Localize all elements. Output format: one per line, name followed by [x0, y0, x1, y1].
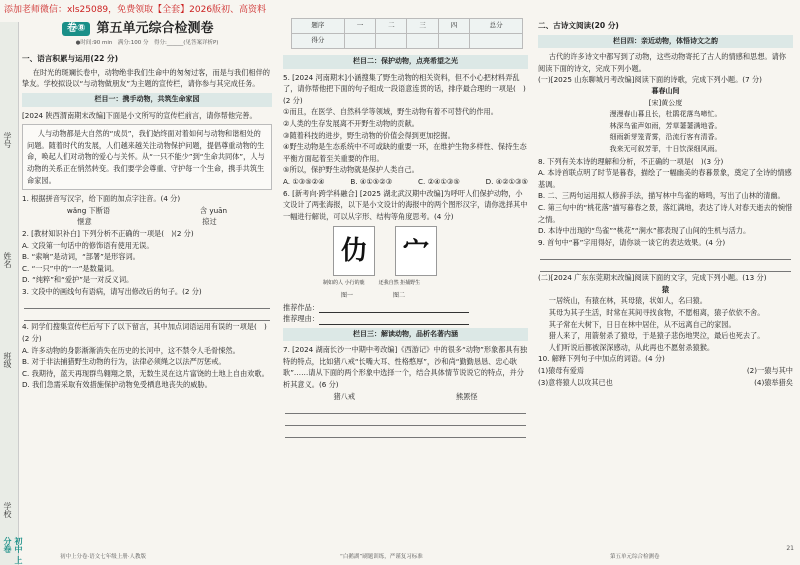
poem-line: 细雨新芽笼青雾，沿流行客有清香。 [609, 133, 722, 142]
poem-line: 林深鸟雀声如雨，芳草萋萋满地香。 [609, 121, 722, 130]
q7-choice-1[interactable]: 猪八戒 [333, 391, 356, 401]
title-text: 第五单元综合检测卷 [96, 21, 214, 36]
q5-item-1: ①而且，在医学、自然科学等领域，野生动物有着不可替代的作用。 [283, 107, 498, 117]
poster-label-1: 制如的人 小行的鹿 [323, 280, 365, 287]
q10-item-2: (2)一猿与其中 [746, 366, 793, 376]
column-left [22, 18, 272, 391]
poster-image-2 [395, 226, 437, 276]
poem-author: [宋]黄公度 [648, 98, 683, 107]
poster-image-1 [333, 226, 375, 276]
sidebar-label-class: 班级 [3, 352, 12, 368]
q2-opt-c: C. “一只”中的“一”是数量词。 [22, 263, 119, 273]
q3: 3. 文段中的画线句有语病，请写出修改后的句子。(2 分) [22, 286, 202, 296]
answer-line[interactable] [285, 426, 526, 438]
q10-row-1 [538, 365, 793, 377]
recommend-reason [283, 313, 528, 325]
q5-opt-d: D. ④②①③⑤ [485, 176, 528, 186]
q5-options [283, 176, 528, 188]
passage-text: 人与动物都是大自然的“成员”，我们始终面对着如何与动物和谐相处的问题。随着时代的发展，人们越来越关注动物保护问题，提倡尊重动物的生命，唤起人们对动物的爱心与关怀。从“一只不能少”到“生命共同体”，人与动物的关系正在悄然转变。我们要学会尊重、守护每一个生命，携手共筑生命家园。 [27, 129, 265, 185]
q8-opt-a: A. 本诗首联点明了时节是暮春，描绘了一幅幽美的春暮景象，奠定了全诗的情感基调。 [538, 168, 792, 189]
q1-item-3: 惬意 [77, 217, 92, 227]
q4-opt-a: A. 许多动物的身影渐渐消失在历史的长河中，这不禁令人毛骨悚然。 [22, 345, 240, 355]
poster-caption-2: 图二 [393, 291, 406, 299]
sub2: (二)[2024 广东东莞期末改编]阅读下面的文字，完成下列小题。(13 分) [538, 273, 767, 283]
text-line: 人们听说后都被深深感动，从此再也不愿射杀猿猴。 [548, 342, 715, 352]
poem-line: 漫漫春山暮且长，杜鹃花落鸟啼忙。 [609, 110, 722, 119]
score-header: 总分 [470, 19, 523, 34]
q4: 4. 同学们搜集宣传栏后写下了以下留言，其中加点词语运用有误的一项是( )(2 分) [22, 322, 267, 344]
band-4: 栏目四：亲近动物，体悟诗文之韵 [538, 35, 793, 49]
q1-row-2 [22, 216, 272, 228]
score-cell[interactable] [344, 34, 375, 49]
q5-item-2: ②人类的生存发展离不开野生动物的贡献。 [283, 118, 419, 128]
q5-item-5: ⑤所以，保护野生动物就是保护人类自己。 [283, 165, 419, 175]
q7: 7. [2024 湖南长沙一中期中考改编]《西游记》中的很多“动物”形象都具有独特的特点，比如猪八戒“长嘴大耳、性格憨厚”，沙和尚“勤勤恳恳、忠心耿耿”……请从下面的两个形象中选择一个，结合具体情节说说它的特点，并分析其意义。(6 分) [283, 345, 528, 390]
answer-line[interactable] [285, 402, 526, 414]
poem-line: 我来无可叙芳菲，十日饮深细风雨。 [609, 144, 722, 153]
q4-opt-d: D. 我们急需采取有效措施保护动物免受栖息地丧失的威胁。 [22, 380, 212, 390]
q10-item-3: (3)意将猿人以攻其已也 [538, 377, 613, 387]
recommend-reason-blank[interactable] [319, 316, 469, 325]
band-3: 栏目三：解读动物，品析名著内涵 [283, 328, 528, 342]
section-1-intro: 在时光的斑斓长卷中，动物绝非我们生命中的匆匆过客，而是与我们相伴的挚友。学校拟设以“与动物做朋友”为主题的宣传栏，请你参与其完成任务。 [22, 67, 270, 89]
column-middle [283, 18, 528, 438]
q5-opt-b: B. ④①⑤②③ [350, 176, 393, 186]
q8-opt-b: B. 二、三两句运用拟人修辞手法，描写林中鸟雀的啼鸣，写出了山林的清幽。 [538, 191, 785, 201]
q5-opt-a: A. ①③⑤②④ [283, 176, 325, 186]
score-table [291, 18, 523, 49]
passage-box [22, 124, 272, 190]
score-cell[interactable] [470, 34, 523, 49]
exam-meta: ●时间:90 min 满分:100 分 得分:______(见答案详析P) [75, 39, 219, 46]
q1: 1. 根据拼音写汉字，给下面的加点字注音。(4 分) [22, 194, 181, 204]
q5-item-4: ④野生动物是生态系统中不可或缺的重要一环，在维护生物多样性、保持生态平衡方面起着至关重要的作用。 [283, 142, 527, 163]
score-header: 题序 [292, 19, 345, 34]
q6: 6. [新考向·跨学科融合] [2025 湖北武汉期中改编]为呼吁人们保护动物，小文设计了两张海报，以下是小文设计的海报中的两个图形汉字，请你选择其中一幅进行解说，可以从字形、结构等角度思考。(4 分) [283, 188, 528, 221]
q1-item-1: wǎng 下断语 [66, 205, 111, 215]
poster-caption-1: 图一 [341, 291, 354, 299]
sidebar-label-name: 姓名 [3, 252, 12, 268]
section-2-heading: 二、古诗文阅读(20 分) [538, 21, 619, 30]
sub1: (一)[2025 山东聊城月考改编]阅读下面的诗歌，完成下列小题。(7 分) [538, 75, 762, 85]
recommend-reason-label: 推荐理由： [283, 314, 319, 324]
q8-opt-d: D. 本诗中出现的“鸟雀”“桃花”“涧水”都表现了山间的生机与活力。 [538, 226, 751, 236]
answer-line[interactable] [540, 260, 791, 272]
title-badge: 卷⑧ [62, 22, 90, 36]
footer-middle: “白鹅湖”刷题训练，严谨复习标准 [340, 554, 423, 560]
section-1-heading: 一、语言积累与运用(22 分) [22, 54, 119, 64]
q1-row-1 [22, 205, 272, 217]
answer-line[interactable] [285, 414, 526, 426]
section-2-intro: 古代的许多诗文中都写到了动物，这些动物寄托了古人的情感和思想。请你阅读下面的诗文，完成下列小题。 [538, 52, 786, 73]
poem-title: 暮春山间 [651, 86, 680, 95]
q10-item-4: (4)猿举猎矣 [754, 377, 793, 387]
poster-images [333, 226, 528, 276]
q7-choice-2[interactable]: 熊罴怪 [455, 391, 478, 401]
band-2: 栏目二：保护动物，点亮希望之光 [283, 55, 528, 69]
poster-char-2: 宀 [402, 235, 429, 266]
q8: 8. 下列有关本诗的理解和分析，不正确的一项是( )(3 分) [538, 156, 724, 166]
task-intro: [2024 陕西渭南期末改编]下面是小文所写的宣传栏前言，请你帮他完善。 [22, 110, 257, 120]
score-header: 一 [344, 19, 375, 34]
sidebar-brand: 初中 上分卷 [3, 537, 23, 564]
poster-char-1: 仂 [340, 235, 367, 266]
poster-captions [341, 290, 528, 302]
answer-line[interactable] [24, 297, 270, 309]
q4-opt-c: C. 我期待，蓝天再现群鸟翱翔之景，无数生灵在这片富饶的土地上自由欢歌。 [22, 368, 269, 378]
score-cell[interactable] [438, 34, 469, 49]
binding-sidebar [0, 22, 23, 565]
answer-line[interactable] [24, 309, 270, 321]
q9: 9. 首句中“暮”字用得好，请你谈一谈它的表达效果。(4 分) [538, 237, 726, 247]
score-cell[interactable] [407, 34, 438, 49]
text-line: 猎人来了，用箭射杀了猿母，于是猿子悲伤地哭泣，最后也死去了。 [548, 331, 765, 341]
q5-opt-c: C. ②④①③⑤ [417, 176, 460, 186]
text-line: 一居统山，有猿在林，其母猿，状如人，名曰猿。 [548, 296, 707, 306]
text-line: 其子常在大树下，日日在林中居住，从不远离自己的家园。 [548, 319, 736, 329]
score-row-label: 得分 [292, 34, 345, 49]
q2-opt-a: A. 文段第一句话中的修饰语有使用无误。 [22, 240, 154, 250]
band-1: 栏目一：携手动物，共筑生命家园 [22, 93, 272, 107]
q1-item-4: 掠过 [202, 217, 217, 227]
poster-labels [323, 278, 528, 290]
score-header: 二 [376, 19, 407, 34]
recommend-work-label: 推荐作品： [283, 302, 319, 312]
header-note: 添加老师微信：xls25089，免费领取【全套】2026版初、高资料 [4, 5, 267, 15]
sub2-title: 猿 [661, 284, 670, 294]
q5: 5. [2024 河南期末]小涵搜集了野生动物的相关资料，但不小心把材料弄乱了，请你帮他把下面的句子组成一段语意连贯的话，排序最合理的一项是( )(2 分) [283, 72, 526, 105]
q4-opt-b: B. 对于非法捕猎野生动物的行为，法律必须绳之以法严厉惩戒。 [22, 357, 226, 367]
poster-label-2: 还我自然 拒捕野生 [378, 280, 421, 287]
footer-right: 第五单元综合检测卷 [610, 554, 660, 560]
q10-item-1: (1)猿母有爱焉 [538, 366, 585, 376]
q7-choices [283, 391, 528, 403]
q2-opt-d: D. “纯粹”和“爱护”是一对反义词。 [22, 275, 134, 285]
score-header: 三 [407, 19, 438, 34]
recommend-work [283, 302, 528, 314]
q8-opt-c: C. 第三句中的“桃花落”描写暮春之景，落红满地，表达了诗人对春天逝去的惋惜之情。 [538, 202, 793, 224]
q10-row-2 [538, 377, 793, 389]
score-header: 四 [438, 19, 469, 34]
q10: 10. 解释下列句子中加点的词语。(4 分) [538, 354, 665, 364]
score-cell[interactable] [376, 34, 407, 49]
q2: 2. [教材知识补白] 下列分析不正确的一项是( )(2 分) [22, 228, 194, 238]
text-line: 其母为其子生活，时常在其间寻找食物，不愿相离，猿子依依不舍。 [548, 308, 765, 318]
answer-line[interactable] [540, 248, 791, 260]
q1-item-2: 含 yuān [199, 205, 228, 215]
page-title [62, 22, 272, 36]
recommend-work-blank[interactable] [319, 304, 469, 313]
q2-opt-b: B. “索响”是动词，“部署”是形容词。 [22, 252, 140, 262]
footer-left: 初中上分卷·语文七年级上册·人教版 [60, 554, 146, 560]
q5-item-3: ③随着科技的进步，野生动物的价值会得到更加挖掘。 [283, 130, 455, 140]
column-right [538, 18, 793, 388]
page-number: 21 [786, 545, 794, 552]
poem [538, 86, 793, 156]
sidebar-label-id: 学号 [3, 132, 12, 148]
sidebar-label-school: 学校 [3, 502, 12, 518]
